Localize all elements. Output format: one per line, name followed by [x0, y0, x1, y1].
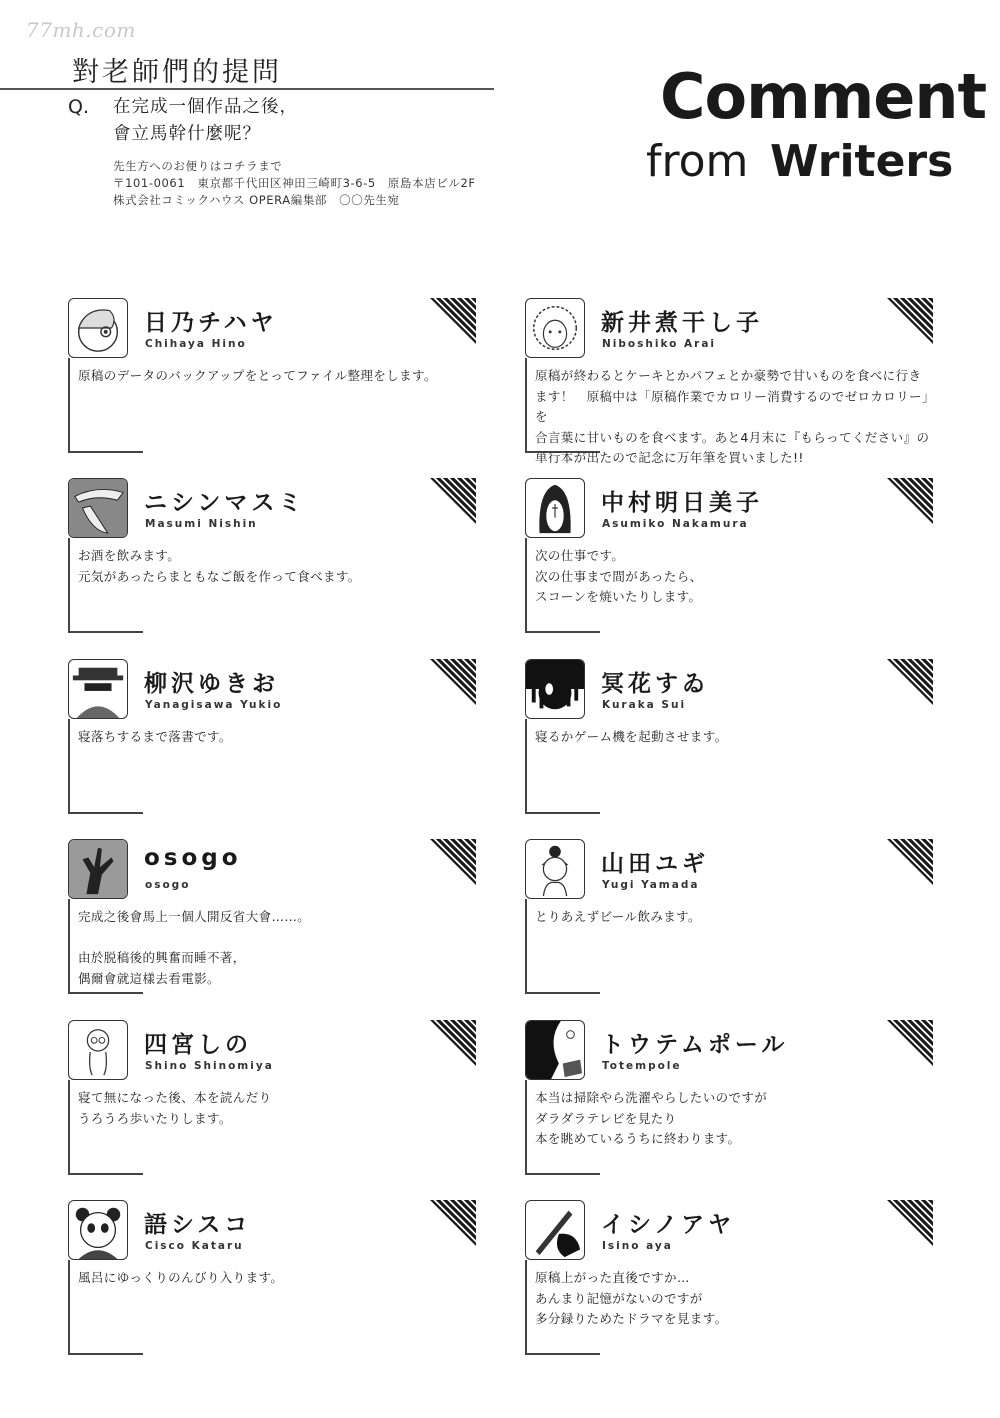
- writer-comment: [535, 907, 930, 928]
- address-line-2: 〒101-0061 東京都千代田区神田三崎町3-6-5 原島本店ビル2F: [113, 176, 476, 190]
- comment-line: 元気があったらまともなご飯を作って食べます。: [78, 568, 361, 584]
- comment-line: 単行本が出たので記念に万年筆を買いました!!: [535, 450, 804, 465]
- comment-line: ます！ 原稿中は「原稿作業でカロリー消費するのでゼロカロリー」を: [535, 388, 929, 424]
- writer-comment: [535, 546, 930, 608]
- writer-romaji: Yugi Yamada: [602, 879, 700, 891]
- card-border-left: [525, 1080, 527, 1174]
- card-border-bottom: [68, 812, 143, 814]
- writer-comment: [78, 1268, 473, 1289]
- writer-comment: [535, 727, 930, 748]
- comment-line: 偶爾會就這樣去看電影。: [78, 970, 220, 986]
- card-border-bottom: [525, 992, 600, 994]
- title-underline: [0, 88, 494, 90]
- bun-girl-avatar-icon: [525, 839, 585, 899]
- writer-romaji: Yanagisawa Yukio: [145, 699, 283, 711]
- comment-line: 原稿が終わるとケーキとかパフェとか豪勢で甘いものを食べに行き: [535, 368, 922, 383]
- apple-avatar-icon: [525, 659, 585, 719]
- writer-card: [68, 1020, 468, 1176]
- comment-line: [78, 928, 473, 949]
- writer-name: 日乃チハヤ: [144, 310, 278, 336]
- writer-card: [525, 659, 925, 815]
- card-border-bottom: [68, 631, 143, 633]
- card-border-left: [525, 899, 527, 993]
- diagonal-stripes-icon: [430, 659, 476, 705]
- section-title: 對老師們的提問: [72, 57, 282, 88]
- hand-avatar-icon: [68, 839, 128, 899]
- writer-comment: [535, 1268, 930, 1330]
- diagonal-stripes-icon: [430, 298, 476, 344]
- writer-name: 語シスコ: [144, 1212, 252, 1238]
- card-border-bottom: [68, 1353, 143, 1355]
- card-border-bottom: [68, 992, 143, 994]
- diagonal-stripes-icon: [430, 478, 476, 524]
- writer-romaji: Cisco Kataru: [145, 1240, 244, 1252]
- diagonal-stripes-icon: [887, 478, 933, 524]
- card-border-left: [525, 719, 527, 813]
- writer-comment: [78, 1088, 473, 1129]
- hat-man-avatar-icon: [68, 659, 128, 719]
- corner-stripes: [887, 1020, 933, 1066]
- comment-line: 合言葉に甘いものを食べます。あと4月末に『もらってください』の: [535, 429, 930, 445]
- diagonal-stripes-icon: [887, 1020, 933, 1066]
- address-line-3: 株式会社コミックハウス OPERA編集部 〇〇先生宛: [113, 193, 400, 207]
- comment-line: お酒を飲みます。: [78, 548, 181, 563]
- card-border-bottom: [525, 1173, 600, 1175]
- writer-romaji: Kuraka Sui: [602, 699, 687, 711]
- writer-name: 新井煮干し子: [601, 310, 763, 336]
- corner-stripes: [887, 298, 933, 344]
- corner-stripes: [887, 659, 933, 705]
- writer-name: 柳沢ゆきお: [144, 671, 279, 697]
- question-line-2: 會立馬幹什麼呢？: [113, 124, 261, 144]
- corner-stripes: [430, 478, 476, 524]
- comment-line: 由於脱稿後的興奮而睡不著，: [78, 950, 246, 965]
- mailing-address: [113, 158, 476, 209]
- comment-line: 次の仕事まで間があったら、: [535, 568, 703, 584]
- question-text: [113, 94, 298, 148]
- diagonal-stripes-icon: [430, 839, 476, 885]
- corner-stripes: [887, 478, 933, 524]
- writer-name: 中村明日美子: [601, 490, 763, 516]
- card-border-left: [525, 358, 527, 452]
- fish-avatar-icon: [68, 478, 128, 538]
- writer-romaji: Niboshiko Arai: [602, 338, 716, 350]
- dark-hair-avatar-icon: [525, 1020, 585, 1080]
- site-watermark: 77mh.com: [26, 18, 136, 42]
- corner-stripes: [430, 1020, 476, 1066]
- card-border-left: [68, 1260, 70, 1354]
- comment-line: 寝るかゲーム機を起動させます。: [535, 729, 728, 744]
- writer-romaji: osogo: [145, 879, 191, 891]
- corner-stripes: [430, 839, 476, 885]
- corner-stripes: [430, 659, 476, 705]
- writer-comment: [78, 907, 473, 989]
- diagonal-stripes-icon: [887, 298, 933, 344]
- ghost-hair-avatar-icon: [68, 298, 128, 358]
- comment-line: 本当は掃除やら洗濯やらしたいのですが: [535, 1090, 768, 1105]
- writer-romaji: Masumi Nishin: [145, 518, 258, 530]
- writer-romaji: Chihaya Hino: [145, 338, 247, 350]
- writer-comment: [535, 1088, 930, 1150]
- writer-card: [68, 1200, 468, 1356]
- writer-card: [525, 1020, 925, 1176]
- card-border-left: [68, 358, 70, 452]
- writer-name: イシノアヤ: [601, 1212, 736, 1238]
- logo-from-text: from: [646, 136, 749, 187]
- pen-hand-avatar-icon: [525, 1200, 585, 1260]
- corner-stripes: [887, 1200, 933, 1246]
- comment-line: 寝落ちするまで落書です。: [78, 729, 232, 744]
- comment-line: 多分録りためたドラマを見ます。: [535, 1311, 728, 1326]
- writer-name: 四宮しの: [144, 1032, 252, 1058]
- card-border-left: [68, 538, 70, 632]
- comment-line: あんまり記憶がないのですが: [535, 1290, 703, 1306]
- logo-comment-text: Comment: [660, 60, 987, 133]
- card-border-bottom: [525, 1353, 600, 1355]
- glasses-figure-avatar-icon: [68, 1020, 128, 1080]
- card-border-bottom: [68, 451, 143, 453]
- writer-romaji: Asumiko Nakamura: [602, 518, 749, 530]
- panda-avatar-icon: [68, 1200, 128, 1260]
- diagonal-stripes-icon: [887, 659, 933, 705]
- question-line-1: 在完成一個作品之後，: [113, 97, 298, 117]
- writer-name: ニシンマスミ: [144, 490, 306, 516]
- card-border-left: [68, 899, 70, 993]
- card-border-left: [68, 1080, 70, 1174]
- penguin-avatar-icon: [525, 478, 585, 538]
- comment-line: 完成之後會馬上一個人開反省大會……。: [78, 909, 311, 924]
- corner-stripes: [430, 1200, 476, 1246]
- writer-comment: [78, 366, 473, 387]
- card-border-bottom: [68, 1173, 143, 1175]
- logo-writers-text: Writers: [770, 136, 954, 187]
- comment-line: うろうろ歩いたりします。: [78, 1110, 232, 1126]
- diagonal-stripes-icon: [887, 1200, 933, 1246]
- writer-card: [525, 298, 930, 465]
- comment-line: 次の仕事です。: [535, 548, 625, 563]
- writer-name: osogo: [144, 845, 242, 871]
- corner-stripes: [430, 298, 476, 344]
- card-border-left: [525, 538, 527, 632]
- writer-comment: [535, 366, 930, 469]
- question-label: Q.: [68, 96, 89, 118]
- writer-card: [525, 478, 925, 634]
- card-border-bottom: [525, 812, 600, 814]
- comment-line: 風呂にゆっくりのんびり入ります。: [78, 1270, 284, 1285]
- writer-comment: [78, 546, 473, 587]
- diagonal-stripes-icon: [430, 1200, 476, 1246]
- card-border-bottom: [525, 631, 600, 633]
- comment-line: 原稿上がった直後ですか…: [535, 1270, 690, 1285]
- writer-card: [68, 659, 468, 815]
- writer-card: [68, 478, 468, 634]
- comment-line: ダラダラテレビを見たり: [535, 1110, 677, 1126]
- diagonal-stripes-icon: [430, 1020, 476, 1066]
- writer-romaji: Shino Shinomiya: [145, 1060, 274, 1072]
- card-border-left: [68, 719, 70, 813]
- writer-comment: [78, 727, 473, 748]
- writer-card: [68, 298, 468, 454]
- writer-romaji: Totempole: [602, 1060, 682, 1072]
- corner-stripes: [887, 839, 933, 885]
- address-line-1: 先生方へのお便りはコチラまで: [113, 159, 283, 173]
- writer-romaji: Isino aya: [602, 1240, 673, 1252]
- writer-name: トウテムポール: [601, 1032, 789, 1058]
- card-border-left: [525, 1260, 527, 1354]
- comment-line: 原稿のデータのバックアップをとってファイル整理をします。: [78, 368, 437, 383]
- writer-card: [525, 839, 925, 995]
- curly-hair-avatar-icon: [525, 298, 585, 358]
- comment-line: 寝て無になった後、本を読んだり: [78, 1090, 272, 1105]
- comment-line: 本を眺めているうちに終わります。: [535, 1131, 741, 1146]
- comment-line: スコーンを焼いたりします。: [535, 589, 702, 604]
- comment-line: とりあえずビール飲みます。: [535, 909, 701, 924]
- diagonal-stripes-icon: [887, 839, 933, 885]
- writer-card: [525, 1200, 925, 1356]
- writer-card: [68, 839, 468, 995]
- writer-name: 冥花すゐ: [601, 671, 709, 697]
- writer-name: 山田ユギ: [601, 851, 709, 877]
